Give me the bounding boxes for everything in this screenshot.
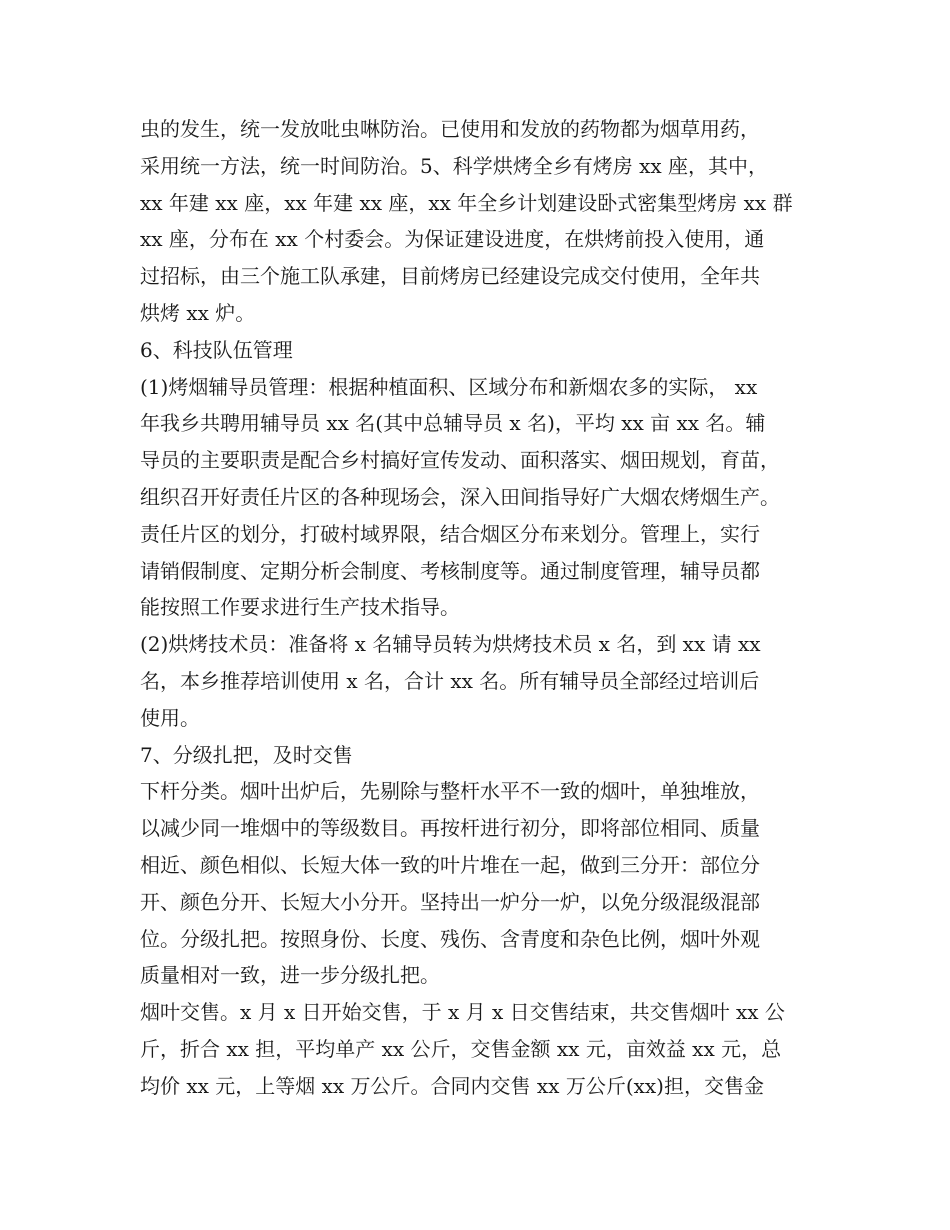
text-line: 相近、颜色相似、长短大体一致的叶片堆在一起，做到三分开：部位分 (140, 852, 760, 877)
text-line: 采用统一方法，统一时间防治。5、科学烘烤全乡有烤房 xx 座，其中， (140, 153, 768, 178)
text-line: 斤，折合 xx 担，平均单产 xx 公斤，交售金额 xx 元，亩效益 xx 元，总 (140, 1036, 782, 1061)
text-line: 以减少同一堆烟中的等级数目。再按杆进行初分，即将部位相同、质量 (140, 816, 760, 841)
text-line: 均价 xx 元，上等烟 xx 万公斤。合同内交售 xx 万公斤(xx)担，交售金 (140, 1073, 764, 1098)
section-heading: 6、科技队伍管理 (140, 337, 293, 362)
text-line: 使用。 (140, 705, 200, 730)
text-line: 烘烤 xx 炉。 (140, 300, 256, 325)
text-line: 过招标，由三个施工队承建，目前烤房已经建设完成交付使用，全年共 (140, 264, 760, 289)
text-line: 能按照工作要求进行生产技术指导。 (140, 595, 460, 620)
text-line: 名，本乡推荐培训使用 x 名，合计 xx 名。所有辅导员全部经过培训后 (140, 668, 760, 693)
text-line: 烟叶交售。x 月 x 日开始交售，于 x 月 x 日交售结束，共交售烟叶 xx 公 (140, 1000, 785, 1025)
section-heading: 7、分级扎把，及时交售 (140, 742, 353, 767)
text-line: 年我乡共聘用辅导员 xx 名(其中总辅导员 x 名)，平均 xx 亩 xx 名。辅 (140, 411, 766, 436)
text-line: 虫的发生，统一发放吡虫啉防治。已使用和发放的药物都为烟草用药， (140, 117, 760, 141)
text-line: xx 年建 xx 座，xx 年建 xx 座，xx 年全乡计划建设卧式密集型烤房 xx 群 (140, 190, 793, 215)
text-line: 请销假制度、定期分析会制度、考核制度等。通过制度管理，辅导员都 (140, 558, 760, 583)
text-line: xx 座，分布在 xx 个村委会。为保证建设进度，在烘烤前投入使用，通 (140, 227, 765, 252)
text-line: (2)烘烤技术员：准备将 x 名辅导员转为烘烤技术员 x 名，到 xx 请 xx (140, 632, 761, 657)
text-line: 质量相对一致，进一步分级扎把。 (140, 963, 440, 988)
text-line: 位。分级扎把。按照身份、长度、残伤、含青度和杂色比例，烟叶外观 (140, 926, 760, 951)
text-line: (1)烤烟辅导员管理：根据种植面积、区域分布和新烟农多的实际， xx (140, 374, 758, 399)
document-body (140, 111, 830, 1105)
text-line: 开、颜色分开、长短大小分开。坚持出一炉分一炉，以免分级混级混部 (140, 889, 760, 914)
text-line: 组织召开好责任片区的各种现场会，深入田间指导好广大烟农烤烟生产。 (140, 484, 780, 509)
text-line: 下杆分类。烟叶出炉后，先剔除与整杆水平不一致的烟叶，单独堆放， (140, 779, 760, 804)
text-line: 责任片区的划分，打破村域界限，结合烟区分布来划分。管理上，实行 (140, 521, 760, 546)
text-line: 导员的主要职责是配合乡村搞好宣传发动、面积落实、烟田规划，育苗， (140, 448, 780, 473)
